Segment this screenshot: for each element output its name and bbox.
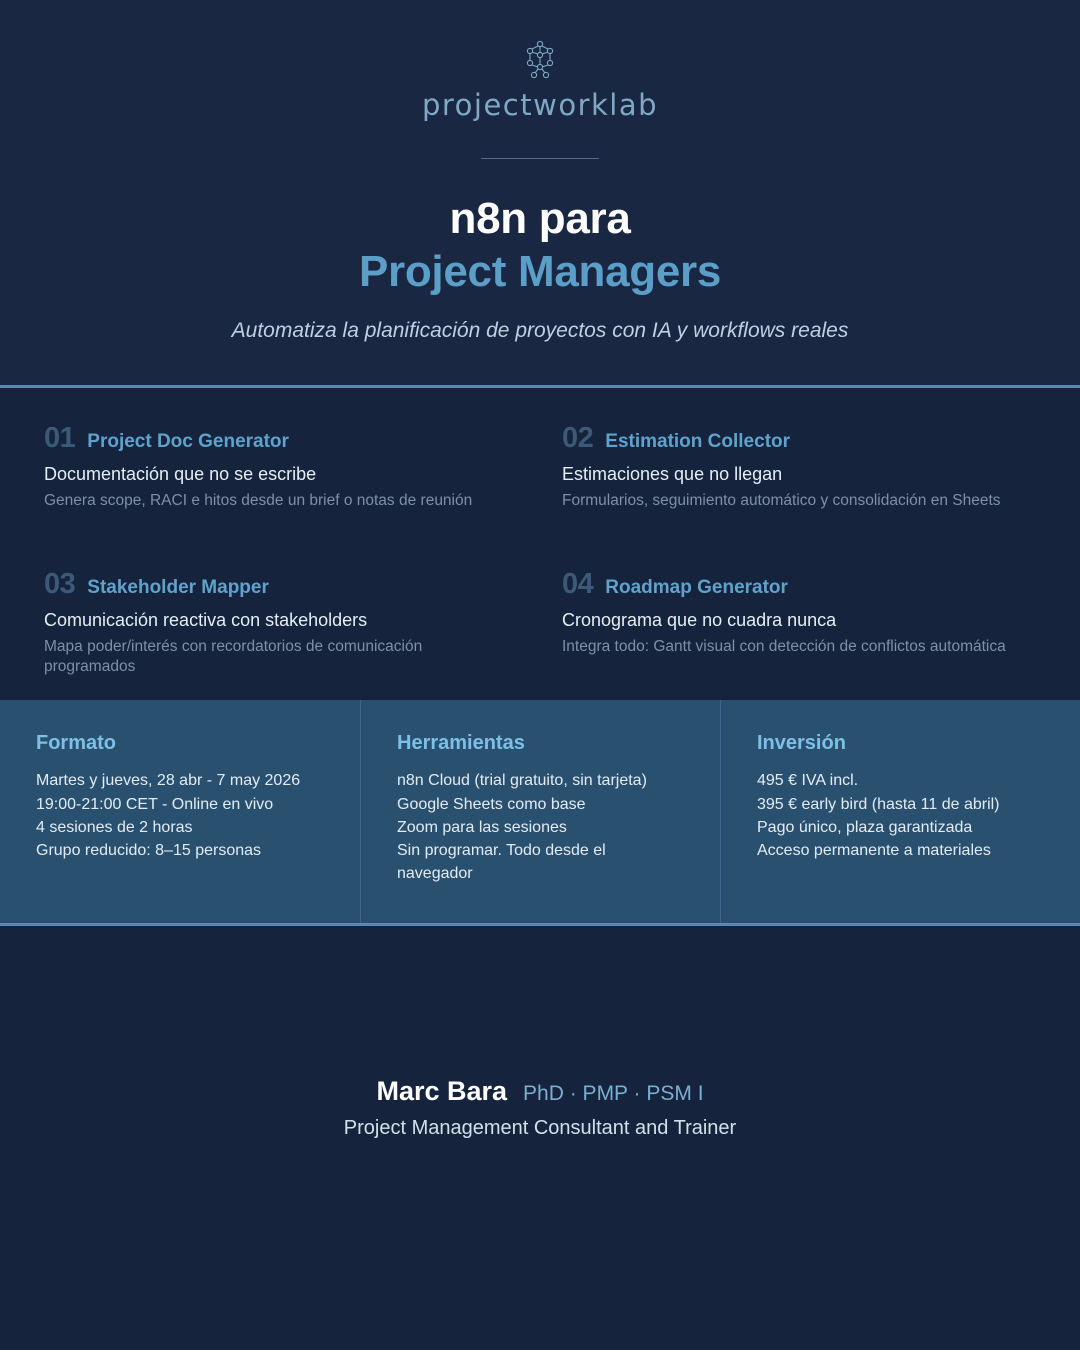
module-name: Estimation Collector	[605, 430, 791, 452]
module-number: 01	[44, 421, 76, 454]
module-description: Genera scope, RACI e hitos desde un brief o notas de reunión	[44, 491, 473, 509]
info-line: Martes y jueves, 28 abr - 7 may 2026	[36, 772, 301, 790]
molecule-network-icon	[518, 38, 562, 82]
module-card	[562, 422, 1036, 512]
presenter-role: Project Management Consultant and Trainer	[343, 1117, 737, 1140]
module-pain: Documentación que no se escribe	[44, 463, 317, 484]
page-title-line1: n8n para	[449, 194, 631, 243]
module-number: 03	[44, 567, 76, 600]
module-pain: Comunicación reactiva con stakeholders	[44, 609, 368, 630]
info-line: Google Sheets como base	[397, 795, 586, 813]
info-line: 4 sesiones de 2 horas	[36, 818, 193, 836]
info-column-herramientas	[360, 700, 720, 923]
module-card	[44, 568, 518, 679]
info-line: Sin programar. Todo desde el navegador	[397, 841, 606, 883]
info-line: 495 € IVA incl.	[757, 772, 859, 790]
footer-section	[0, 926, 1080, 1350]
module-name: Stakeholder Mapper	[87, 576, 269, 598]
page-subtitle: Automatiza la planificación de proyectos con IA y workflows reales	[231, 318, 849, 342]
info-line: 19:00-21:00 CET - Online en vivo	[36, 795, 274, 813]
info-line: 395 € early bird (hasta 11 de abril)	[757, 795, 1000, 813]
presenter-credentials: PhD · PMP · PSM I	[523, 1082, 704, 1106]
module-description: Mapa poder/interés con recordatorios de comunicación programados	[44, 637, 423, 676]
info-column-formato	[0, 700, 360, 923]
module-name: Roadmap Generator	[605, 576, 788, 598]
info-line: Acceso permanente a materiales	[757, 841, 991, 859]
module-card	[44, 422, 518, 512]
module-pain: Estimaciones que no llegan	[562, 463, 783, 484]
info-line: Zoom para las sesiones	[397, 818, 567, 836]
page-title-line2: Project Managers	[358, 246, 721, 296]
module-number: 04	[562, 567, 594, 600]
module-card	[562, 568, 1036, 679]
info-title: Herramientas	[397, 732, 525, 755]
modules-section	[0, 385, 1080, 701]
info-line: n8n Cloud (trial gratuito, sin tarjeta)	[397, 772, 647, 790]
info-title: Inversión	[757, 732, 846, 755]
module-description: Formularios, seguimiento automático y consolidación en Sheets	[562, 491, 1001, 509]
brand-name: projectworklab	[421, 88, 659, 122]
divider-rule	[481, 158, 599, 159]
presenter-name: Marc Bara	[376, 1076, 508, 1107]
info-line: Pago único, plaza garantizada	[757, 818, 973, 836]
module-number: 02	[562, 421, 594, 454]
info-title: Formato	[36, 732, 116, 755]
info-line: Grupo reducido: 8–15 personas	[36, 841, 262, 859]
module-description: Integra todo: Gantt visual con detección de conflictos automática	[562, 637, 1006, 655]
module-name: Project Doc Generator	[87, 430, 289, 452]
info-column-inversion	[720, 700, 1080, 923]
module-pain: Cronograma que no cuadra nunca	[562, 609, 837, 630]
info-panels	[0, 700, 1080, 926]
header-section	[0, 0, 1080, 385]
